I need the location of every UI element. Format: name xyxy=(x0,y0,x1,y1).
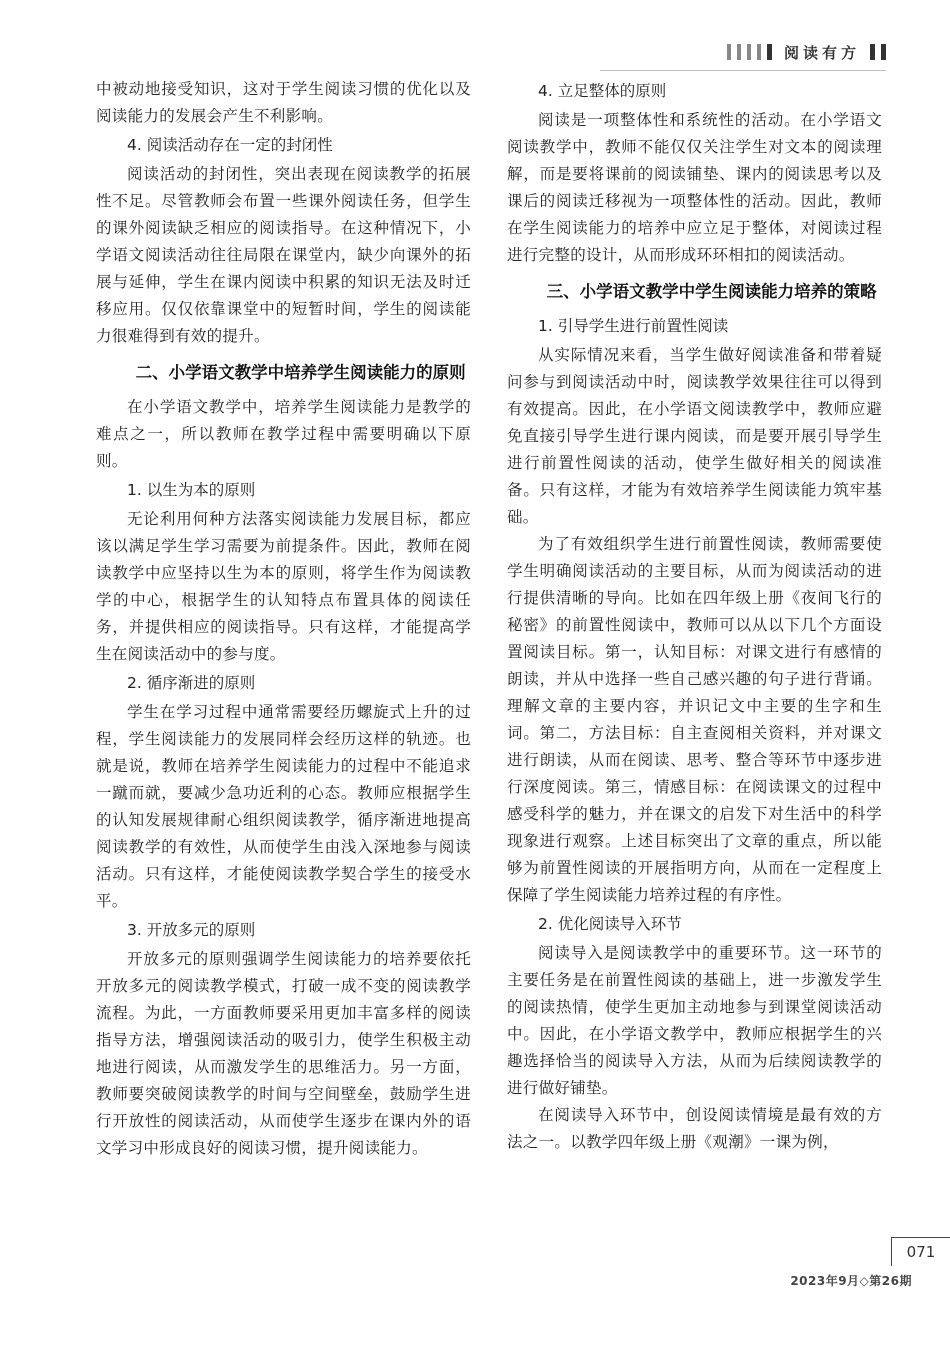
paragraph: 在小学语文教学中，培养学生阅读能力是教学的难点之一，所以教师在教学过程中需要明确以下原则。 xyxy=(96,398,471,470)
issue-info: 2023年9月◇第26期 xyxy=(790,1274,912,1288)
header-stripe-decor xyxy=(881,44,886,60)
paragraph: 阅读是一项整体性和系统性的活动。在小学语文阅读教学中，教师不能仅仅关注学生对文本的阅读理解，而是要将课前的阅读铺垫、课内的阅读思考以及课后的阅读迁移视为一项整体性的活动。因此，教师在学生阅读能力的培养中应立足于整体，对阅读过程进行完整的设计，从而形成环环相扣的阅读活动。 xyxy=(507,111,882,264)
subheading-pre-reading: 1. 引导学生进行前置性阅读 xyxy=(538,317,729,335)
subheading-student-centered: 1. 以生为本的原则 xyxy=(127,481,256,499)
section-heading-strategies: 三、小学语文教学中学生阅读能力培养的策略 xyxy=(546,282,877,301)
page-number: 071 xyxy=(891,1237,950,1266)
header-stripe-decor xyxy=(737,44,741,60)
paragraph: 阅读活动的封闭性，突出表现在阅读教学的拓展性不足。尽管教师会布置一些课外阅读任务，但学生的课外阅读缺乏相应的阅读指导。在这种情况下，小学语文阅读活动往往局限在课堂内，缺少向课外的拓展与延伸，学生在课内阅读中积累的知识无法及时迁移应用。仅仅依靠课堂中的短暂时间，学生的阅读能力很难得到有效的提升。 xyxy=(96,165,471,345)
paragraph: 学生在学习过程中通常需要经历螺旋式上升的过程，学生阅读能力的发展同样会经历这样的轨迹。也就是说，教师在培养学生阅读能力的过程中不能追求一蹴而就，要减少急功近利的心态。教师应根据学生的认知发展规律耐心组织阅读教学，循序渐进地提高阅读教学的有效性，从而使学生由浅入深地参与阅读活动。只有这样，才能使阅读教学契合学生的接受水平。 xyxy=(96,703,471,910)
running-header xyxy=(727,42,886,62)
section-heading-principles: 二、小学语文教学中培养学生阅读能力的原则 xyxy=(135,363,466,382)
paragraph: 开放多元的原则强调学生阅读能力的培养要依托开放多元的阅读教学模式，打破一成不变的阅读教学流程。为此，一方面教师要采用更加丰富多样的阅读指导方法，增强阅读活动的吸引力，使学生积极主动地进行阅读，从而激发学生的思维活力。另一方面，教师要突破阅读教学的时间与空间壁垒，鼓励学生进行开放性的阅读活动，从而使学生逐步在课内外的语文学习中形成良好的阅读习惯，提升阅读能力。 xyxy=(96,950,471,1157)
subheading-closedness: 4. 阅读活动存在一定的封闭性 xyxy=(127,136,333,154)
subheading-holistic: 4. 立足整体的原则 xyxy=(538,82,667,100)
header-rule xyxy=(600,70,886,71)
header-stripe-decor xyxy=(747,44,751,60)
paragraph: 无论利用何种方法落实阅读能力发展目标，都应该以满足学生学习需要为前提条件。因此，教师在阅读教学中应坚持以生为本的原则，将学生作为阅读教学的中心，根据学生的认知特点布置具体的阅读任务，并提供相应的阅读指导。只有这样，才能提高学生在阅读活动中的参与度。 xyxy=(96,510,471,663)
subheading-reading-intro: 2. 优化阅读导入环节 xyxy=(538,915,682,933)
header-stripe-decor xyxy=(767,44,772,60)
left-column xyxy=(96,76,471,1162)
subheading-gradual: 2. 循序渐进的原则 xyxy=(127,674,256,692)
paragraph: 从实际情况来看，当学生做好阅读准备和带着疑问参与到阅读活动中时，阅读教学效果往往可以得到有效提高。因此，在小学语文阅读教学中，教师应避免直接引导学生进行课内阅读，而是要开展引导学生进行前置性阅读的活动，使学生做好相关的阅读准备。只有这样，才能为有效培养学生阅读能力筑牢基础。 xyxy=(507,346,882,526)
paragraph: 为了有效组织学生进行前置性阅读，教师需要使学生明确阅读活动的主要目标，从而为阅读活动的进行提供清晰的导向。比如在四年级上册《夜间飞行的秘密》的前置性阅读中，教师可以从以下几个方面设置阅读目标。第一，认知目标：对课文进行有感情的朗读，并从中选择一些自己感兴趣的句子进行背诵。理解文章的主要内容，并识记文中主要的生字和生词。第二，方法目标：自主查阅相关资料，并对课文进行朗读，从而在阅读、思考、整合等环节中逐步进行深度阅读。第三，情感目标：在阅读课文的过程中感受科学的魅力，并在课文的启发下对生活中的科学现象进行观察。上述目标突出了文章的重点，所以能够为前置性阅读的开展指明方向，从而在一定程度上保障了学生阅读能力培养过程的有序性。 xyxy=(507,535,882,904)
subheading-open-diverse: 3. 开放多元的原则 xyxy=(127,921,256,939)
section-title: 阅读有方 xyxy=(783,43,860,62)
paragraph-continued: 中被动地接受知识，这对于学生阅读习惯的优化以及阅读能力的发展会产生不利影响。 xyxy=(96,80,471,125)
header-stripe-decor xyxy=(727,44,731,60)
header-stripe-decor xyxy=(870,44,875,60)
paragraph: 阅读导入是阅读教学中的重要环节。这一环节的主要任务是在前置性阅读的基础上，进一步激发学生的阅读热情，使学生更加主动地参与到课堂阅读活动中。因此，在小学语文教学中，教师应根据学生的兴趣选择恰当的阅读导入方法，从而为后续阅读教学的进行做好铺垫。 xyxy=(507,944,882,1097)
paragraph: 在阅读导入环节中，创设阅读情境是最有效的方法之一。以教学四年级上册《观潮》一课为例， xyxy=(507,1106,882,1151)
right-column xyxy=(507,76,882,1156)
header-stripe-decor xyxy=(757,44,761,60)
